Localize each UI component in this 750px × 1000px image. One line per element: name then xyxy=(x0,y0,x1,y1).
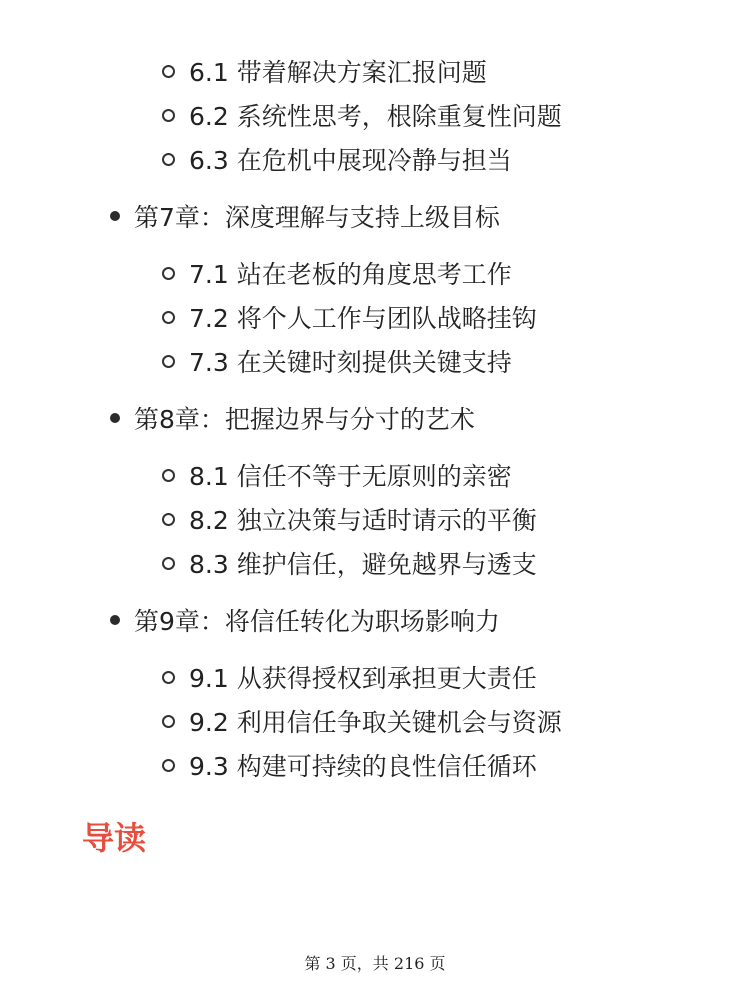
outline-subitem-7-3 xyxy=(162,341,512,381)
disc-bullet-icon xyxy=(110,615,120,625)
outline-subitem-text: 7.1 站在老板的角度思考工作 xyxy=(189,260,512,289)
outline-subitem-text: 8.1 信任不等于无原则的亲密 xyxy=(189,462,512,491)
circle-bullet-icon xyxy=(162,153,175,166)
circle-bullet-icon xyxy=(162,65,175,78)
circle-bullet-icon xyxy=(162,715,175,728)
outline-chapter-7 xyxy=(110,196,500,236)
outline-subitem-6-1 xyxy=(162,51,487,91)
outline-chapter-8 xyxy=(110,398,475,438)
outline-subitem-text: 9.1 从获得授权到承担更大责任 xyxy=(189,664,537,693)
section-heading-daodu: 导读 xyxy=(82,819,147,857)
page-footer: 第 3 页，共 216 页 xyxy=(304,954,446,973)
outline-subitem-text: 6.1 带着解决方案汇报问题 xyxy=(189,58,487,87)
outline-subitem-7-2 xyxy=(162,297,537,337)
circle-bullet-icon xyxy=(162,355,175,368)
outline-subitem-8-2 xyxy=(162,499,537,539)
circle-bullet-icon xyxy=(162,109,175,122)
outline-subitem-8-3 xyxy=(162,543,537,583)
outline-subitem-text: 9.2 利用信任争取关键机会与资源 xyxy=(189,708,562,737)
circle-bullet-icon xyxy=(162,513,175,526)
outline-chapter-9 xyxy=(110,600,500,640)
outline-subitem-9-1 xyxy=(162,657,537,697)
outline-subitem-9-3 xyxy=(162,745,537,785)
outline-subitem-7-1 xyxy=(162,253,512,293)
outline-subitem-text: 7.2 将个人工作与团队战略挂钩 xyxy=(189,304,537,333)
outline-subitem-text: 8.2 独立决策与适时请示的平衡 xyxy=(189,506,537,535)
circle-bullet-icon xyxy=(162,469,175,482)
circle-bullet-icon xyxy=(162,671,175,684)
outline-subitem-6-3 xyxy=(162,139,512,179)
outline-subitem-text: 9.3 构建可持续的良性信任循环 xyxy=(189,752,537,781)
outline-chapter-text: 第9章：将信任转化为职场影响力 xyxy=(134,607,500,636)
outline-subitem-text: 6.2 系统性思考，根除重复性问题 xyxy=(189,102,562,131)
outline-subitem-6-2 xyxy=(162,95,562,135)
disc-bullet-icon xyxy=(110,413,120,423)
circle-bullet-icon xyxy=(162,267,175,280)
outline-subitem-9-2 xyxy=(162,701,562,741)
outline-subitem-8-1 xyxy=(162,455,512,495)
circle-bullet-icon xyxy=(162,311,175,324)
outline-subitem-text: 6.3 在危机中展现冷静与担当 xyxy=(189,146,512,175)
disc-bullet-icon xyxy=(110,211,120,221)
outline-chapter-text: 第7章：深度理解与支持上级目标 xyxy=(134,203,500,232)
outline-subitem-text: 7.3 在关键时刻提供关键支持 xyxy=(189,348,512,377)
outline-chapter-text: 第8章：把握边界与分寸的艺术 xyxy=(134,405,475,434)
circle-bullet-icon xyxy=(162,759,175,772)
outline-subitem-text: 8.3 维护信任，避免越界与透支 xyxy=(189,550,537,579)
circle-bullet-icon xyxy=(162,557,175,570)
